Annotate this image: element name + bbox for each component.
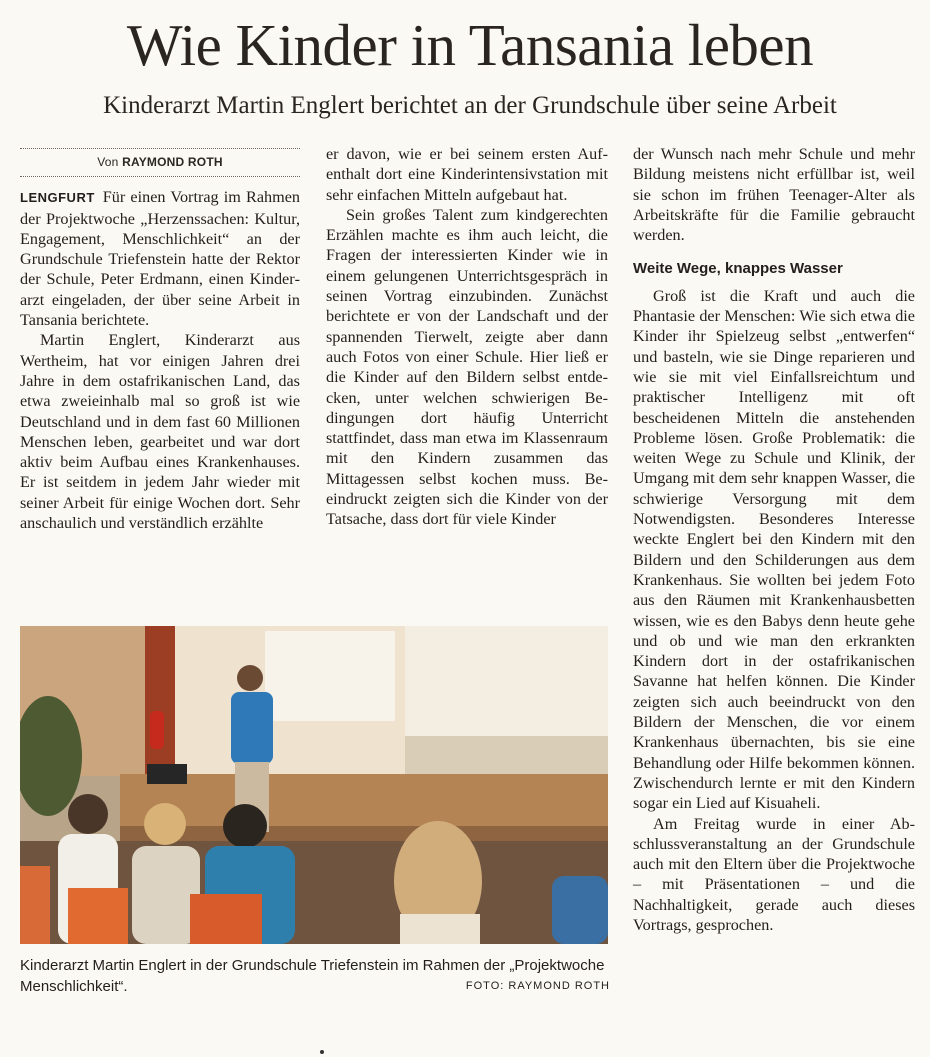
- byline: [20, 148, 300, 177]
- page-edge: [930, 0, 940, 1057]
- page-mark: [320, 1050, 324, 1054]
- article-photo: [20, 626, 608, 944]
- photo-child-body: [132, 846, 200, 944]
- headline: Wie Kinder in Tansania leben: [126, 12, 814, 78]
- caption-text: Kinderarzt Martin Englert in der Grundschule Triefenstein im Rahmen der „Projektwoche Menschlichkeit“.: [20, 957, 605, 995]
- article-column-2: [326, 144, 608, 530]
- subheadline: Kinderarzt Martin Englert berichtet an der Grundschule über seine Arbeit: [103, 92, 837, 119]
- photo-child-head: [144, 803, 186, 845]
- paragraph: der Wunsch nach mehr Schule und mehr Bildung meistens nicht erfüllbar ist, weil sie schon im frühen Teenager-Alter als Arbeitskräfte für die Familie gebraucht werden.: [633, 145, 915, 245]
- article-column-1: [20, 148, 300, 533]
- byline-author: RAYMOND ROTH: [122, 155, 223, 169]
- photo-caption: [20, 955, 610, 997]
- photo-extinguisher: [150, 711, 164, 749]
- photo-chair: [190, 894, 262, 944]
- photo-window: [405, 626, 608, 736]
- photo-speaker-shirt: [231, 692, 273, 764]
- dateline: LENGFURT: [20, 190, 95, 206]
- section-subtitle: Weite Wege, knappes Wasser: [633, 260, 843, 278]
- article-column-3: [633, 144, 915, 935]
- photo-child-head: [223, 804, 267, 848]
- paragraph: Martin Englert, Kinderarzt aus Wertheim, hat vor einigen Jahren drei Jahre in dem ostafrikanischen Land, das etwa zweieinhalb mal so groß ist wie Deutschland und in dem fast 60 Millionen Menschen leben, gearbeitet und war dort aktiv beim Aufbau eines Krankenhauses. Er ist seitdem in jedem Jahr wieder mit seiner Arbeit für einige Wochen dort. Sehr anschaulich und verständlich erzählte: [20, 331, 300, 533]
- paragraph: Sein großes Talent zum kindgerechten Erzählen machte es ihm auch leicht, die Fragen der interessierten Kinder wie in einem gelungenen Unterrichtsgespräch in seinen Vortrag einzubinden. Zunächst berichtete er von der Landschaft und der spannenden Tierwelt, zeigte aber dann auch Fotos von einer Schule. Hier ließ er die Kinder auf den Bildern selbst entdecken, unter welchen schwierigen Bedingungen dort häufig Unterricht stattfindet, dass man etwa im Klassenraum mit den Kindern zusammen das Mittagessen selbst kochen muss. Beeindruckt zeigten sich die Kinder von der Tatsache, dass dort für viele Kinder: [326, 205, 608, 529]
- photo-child-body: [400, 914, 480, 944]
- paragraph: Am Freitag wurde in einer Abschlussveranstaltung an der Grundschule auch mit den Eltern über die Projektwoche – mit Präsentationen – und die Nachhaltigkeit, gerade auch dieses Vortrags, gesprochen.: [633, 814, 915, 934]
- paragraph: [20, 187, 300, 330]
- photo-credit: FOTO: RAYMOND ROTH: [465, 980, 610, 992]
- paragraph: er davon, wie er bei seinem ersten Aufenthalt dort eine Kinderintensivstation mit sehr einfachen Mitteln aufgebaut hat.: [326, 145, 608, 204]
- photo-window-lower: [405, 736, 608, 776]
- photo-child-head: [68, 794, 108, 834]
- paragraph-text: Für einen Vortrag im Rahmen der Projektwoche „Herzenssachen: Kultur, Engagement, Menschlichkeit“ an der Grundschule Triefenstein hatte der Rektor der Schule, Peter Erdmann, einen Kinderarzt eingeladen, der über seine Arbeit in Tansania berichtete.: [20, 188, 300, 330]
- photo-screen: [265, 631, 395, 721]
- photo-speaker-head: [237, 665, 263, 691]
- photo-laptop: [147, 764, 187, 784]
- photo-child-body: [552, 876, 608, 944]
- byline-prefix: Von: [97, 155, 119, 169]
- photo-chair: [20, 866, 50, 944]
- paragraph: Groß ist die Kraft und auch die Phantasie der Menschen: Wie sich etwa die Kinder ihr Spielzeug selbst „entwerfen“ und basteln, wie sie Dinge reparieren und wie sie mit viel Einfallsreichtum und praktischer Intelligenz mit oft bescheidenen Mitteln die anstehenden Probleme lösen. Große Problematik: die weiten Wege zu Schule und Klinik, der Umgang mit dem sehr knappen Wasser, die schwierige Versorgung mit dem Notwendigsten. Besonderes Interesse weckte Englert bei den Kindern mit den Bildern und den Schilderungen aus dem Krankenhaus. Sie wollten bei jedem Foto aus den Räumen mit Krankenhausbetten wissen, wie es den Babys denn heute gehe und ob und wie man den erkrankten Kindern dort in der ostafrikanischen Savanne hat helfen können. Die Kinder zeigten sich auch beeindruckt von den Bildern der Menschen, die vor einem Krankenhaus übernachten, bis sie eine Behandlung oder Hilfe bekommen können. Zwischendurch lernte er mit den Kindern sogar ein Lied auf Kisuaheli.: [633, 286, 915, 813]
- photo-chair: [68, 888, 128, 944]
